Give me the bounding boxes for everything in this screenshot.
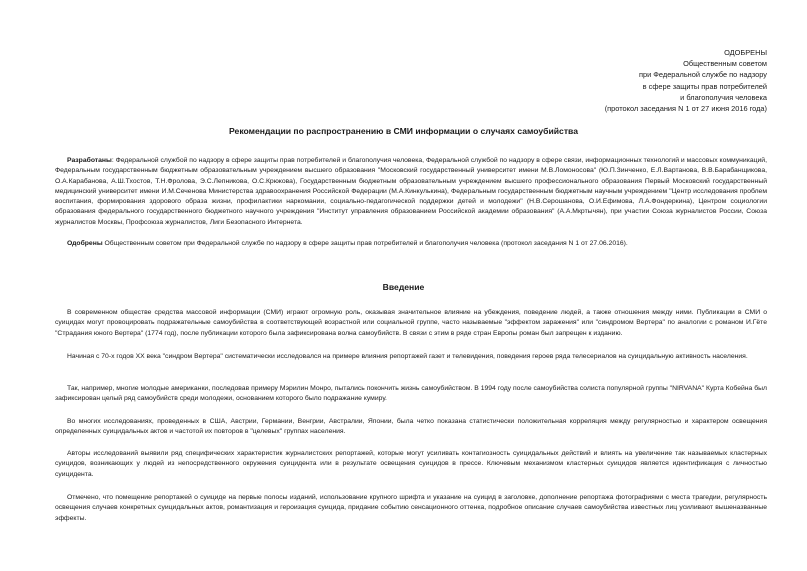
intro-paragraph [55,384,767,405]
approval-line: (протокол заседания N 1 от 27 июня 2016 года) [604,104,767,114]
paragraph-text: Авторы исследований выявили ряд специфических характеристик журналистских репортажей, которые могут усиливать контагиозность суицидальных действий и влиять на увеличение так называемых кластерных суицидов, возникающих у людей из непосредственного окружения суицидента или в результате освещения суицидов в прессе. Ключевым механизмом кластерных суицидов является идентификация с личностью суицидента. [55,450,767,478]
approved-by-paragraph [55,239,767,249]
paragraph-text: Во многих исследованиях, проведенных в США, Австрии, Германии, Венгрии, Австралии, Японии, была четко показана статистически положительная корреляция между регулярностью и характером освещения определенных суицидальных актов и частотой их повторов в "целевых" группах населения. [55,418,767,436]
intro-paragraph [55,449,767,480]
paragraph-text: Так, например, многие молодые американки, последовав примеру Мэрилин Монро, пытались покончить жизнь самоубийством. В 1994 году после самоубийства солиста популярной группы "NIRVANA" Курта Кобейна был зафиксирован целый ряд самоубийств среди молодежи, основанием которого было подражание кумиру. [55,385,767,403]
paragraph-text: Отмечено, что помещение репортажей о суициде на первые полосы изданий, использование крупного шрифта и указание на суицид в заголовке, дополнение репортажа фотографиями с места трагедии, регулярность освещения случаев конкретных суицидальных актов, романтизация и героизация суицида, придание событию сенсационного оттенка, подробное описание случаев самоубийства известных лиц усиливают вышеназванные эффекты. [55,494,767,522]
approval-line: при Федеральной службе по надзору [639,70,767,80]
approved-label: Одобрены [67,240,103,247]
approval-line: ОДОБРЕНЫ [724,48,767,57]
paragraph-text: Начиная с 70-х годов XX века "синдром Вертера" систематически исследовался на примере влияния репортажей газет и телевидения, поведения героев ряда телесериалов на суицидальную активность населения. [67,353,748,360]
developed-text: : Федеральной службой по надзору в сфере защиты прав потребителей и благополучия человека, Федеральной службой по надзору в сфере связи, информационных технологий и массовых коммуникаций, Федеральным государственным бюджетным образовательным учреждением высшего образования "Московский государственный университет имени М.В.Ломоносова" (Ю.П.Зинченко, Е.Л.Вартанова, В.В.Барабанщикова, О.А.Карабанова, А.Ш.Тхостов, Т.Н.Фролова, Э.С.Лепникова, О.С.Крюкова), Государственным бюджетным образовательным учреждением высшего профессионального образования Первый Московский государственный медицинский университет имени И.М.Сеченова Министерства здравоохранения Российской Федерации (М.А.Кинкулькина), Федеральным государственным бюджетным научным учреждением "Центр исследования проблем воспитания, формирования здорового образа жизни, профилактики наркомании, социально-педагогической поддержки детей и молодежи" (Н.В.Серошанова, О.И.Ефимова, Л.А.Фондеркина), Центром социологии образования федерального государственного бюджетного научного учреждения "Институт управления образованием Российской академии образования" (А.А.Мкртычян), при участии Союза журналистов России, Союза журналистов Москвы, Профсоюза журналистов, Лиги Безопасного Интернета. [55,157,767,226]
section-heading-introduction: Введение [382,282,425,292]
intro-paragraph [55,417,767,438]
intro-paragraph [55,308,767,339]
intro-paragraph [55,352,767,362]
developed-by-paragraph [55,156,767,228]
paragraph-text: В современном обществе средства массовой информации (СМИ) играют огромную роль, оказывая значительное влияние на убеждения, поведение людей, а также отношения между ними. Публикации в СМИ о суицидах могут провоцировать подражательные самоубийства в соответствующей возрастной или социальной группе, часто называемые "эффектом заражения" или "синдромом Вертера" по аналогии с романом И.Гёте "Страдания юного Вертера" (1774 год), после публикации которого была зафиксирована волна самоубийств. В связи с этим в ряде стран Европы роман был запрещен к изданию. [55,309,767,337]
approval-line: и благополучия человека [680,92,767,102]
approval-stamp [605,47,767,114]
intro-paragraph [55,493,767,524]
approval-line: в сфере защиты прав потребителей [642,81,767,91]
document-title: Рекомендации по распространению в СМИ информации о случаях самоубийства [229,126,578,136]
approval-line: Общественным советом [683,59,767,69]
developed-label: Разработаны [67,157,112,164]
approved-text: Общественным советом при Федеральной службе по надзору в сфере защиты прав потребителей и благополучия человека (протокол заседания N 1 от 27.06.2016). [102,240,628,247]
